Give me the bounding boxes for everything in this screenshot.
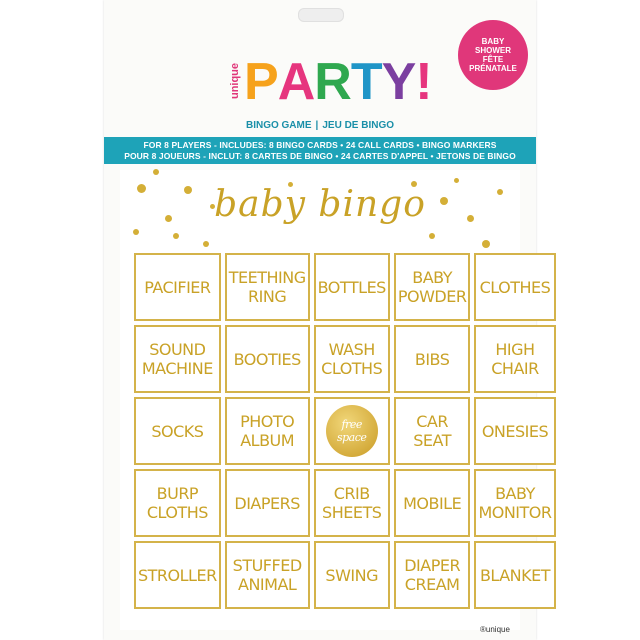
card-headline: baby bingo <box>214 184 426 225</box>
free-space-text: space <box>336 431 367 444</box>
party-logo <box>244 52 432 112</box>
cell-label: BLANKET <box>479 565 550 585</box>
bingo-cell <box>134 325 221 393</box>
cell-label: PACIFIER <box>144 277 211 297</box>
bingo-cell <box>225 397 310 465</box>
bingo-cell <box>314 541 390 609</box>
cell-label: BOOTIES <box>233 349 301 369</box>
title-separator: | <box>315 119 319 131</box>
bingo-cell <box>314 469 390 537</box>
badge-line-3: FÊTE <box>482 55 504 64</box>
bingo-cell <box>394 253 471 321</box>
confetti-dot <box>153 169 159 175</box>
bingo-cell <box>314 325 390 393</box>
cell-label: BABY POWDER <box>397 268 467 306</box>
confetti-dot <box>173 233 179 239</box>
cell-label: CLOTHES <box>479 277 551 297</box>
confetti-dot <box>203 241 209 247</box>
bingo-cell <box>474 325 555 393</box>
party-letter: Y <box>381 53 416 111</box>
bingo-cell <box>314 253 390 321</box>
bingo-cell <box>134 253 221 321</box>
badge-line-2: SHOWER <box>475 46 511 55</box>
confetti-dot <box>165 215 172 222</box>
confetti-dot <box>497 189 503 195</box>
cell-label: SOUND MACHINE <box>141 340 213 378</box>
badge-line-1: BABY <box>481 37 505 46</box>
hang-hole <box>298 8 344 22</box>
party-letter: A <box>277 53 315 111</box>
confetti-dot <box>133 229 139 235</box>
baby-shower-badge <box>458 20 528 90</box>
bingo-cell <box>394 469 471 537</box>
cell-label: BURP CLOTHS <box>146 484 208 522</box>
bingo-cell <box>394 397 471 465</box>
cell-label: TEETHING RING <box>228 268 306 306</box>
cell-label: MOBILE <box>403 493 462 513</box>
bingo-cell <box>225 469 310 537</box>
footer-brand: ®unique <box>480 625 510 634</box>
cell-label: STUFFED ANIMAL <box>232 556 302 594</box>
cell-label: CAR SEAT <box>413 412 451 450</box>
cell-label: CRIB SHEETS <box>322 484 382 522</box>
brand-logo-vertical <box>228 58 242 104</box>
bingo-cell <box>474 541 555 609</box>
party-letter: P <box>244 53 278 111</box>
badge-line-4: PRÉNATALE <box>469 64 517 73</box>
cell-label: BOTTLES <box>317 277 386 297</box>
cell-label: WASH CLOTHS <box>321 340 383 378</box>
confetti-dot <box>137 184 146 193</box>
bingo-grid <box>134 253 552 609</box>
bingo-cell <box>394 325 471 393</box>
confetti-dot <box>467 215 474 222</box>
free-space-seal <box>326 405 378 457</box>
cell-label: STROLLER <box>138 565 217 585</box>
confetti-dot <box>482 240 490 248</box>
confetti-dot <box>429 233 435 239</box>
confetti-dot <box>454 178 459 183</box>
cell-label: SOCKS <box>151 421 204 441</box>
cell-label: ONESIES <box>481 421 549 441</box>
party-letter: R <box>314 53 351 111</box>
free-space-text: free <box>341 418 362 431</box>
bingo-cell <box>474 469 555 537</box>
contents-french: POUR 8 JOUEURS - INCLUT: 8 CARTES DE BINGO • 24 CARTES D'APPEL • JETONS DE BINGO <box>124 150 516 161</box>
bingo-cell <box>394 541 471 609</box>
bingo-cell <box>225 541 310 609</box>
cell-label: SWING <box>325 565 378 585</box>
title-french: JEU DE BINGO <box>322 119 395 131</box>
title-english: BINGO GAME <box>245 119 312 131</box>
cell-label: BABY MONITOR <box>478 484 552 522</box>
bingo-cell <box>225 253 310 321</box>
cell-label: BIBS <box>414 349 450 369</box>
bingo-cell <box>225 325 310 393</box>
bingo-cell <box>134 541 221 609</box>
bingo-cell <box>474 253 555 321</box>
cell-label: PHOTO ALBUM <box>240 412 295 450</box>
cell-label: DIAPERS <box>234 493 300 513</box>
party-letter: T <box>350 53 382 111</box>
confetti-dot <box>184 186 192 194</box>
bingo-cell <box>474 397 555 465</box>
cell-label: HIGH CHAIR <box>491 340 539 378</box>
contents-english: FOR 8 PLAYERS - INCLUDES: 8 BINGO CARDS • 24 CALL CARDS • BINGO MARKERS <box>143 139 497 150</box>
bingo-cell <box>134 469 221 537</box>
cell-label: DIAPER CREAM <box>404 556 461 594</box>
confetti-dot <box>440 197 448 205</box>
party-letter: ! <box>415 53 432 111</box>
product-title <box>104 118 536 132</box>
bingo-cell <box>314 397 390 465</box>
bingo-cell <box>134 397 221 465</box>
contents-band <box>104 137 536 164</box>
brand-name: unique <box>229 62 241 100</box>
